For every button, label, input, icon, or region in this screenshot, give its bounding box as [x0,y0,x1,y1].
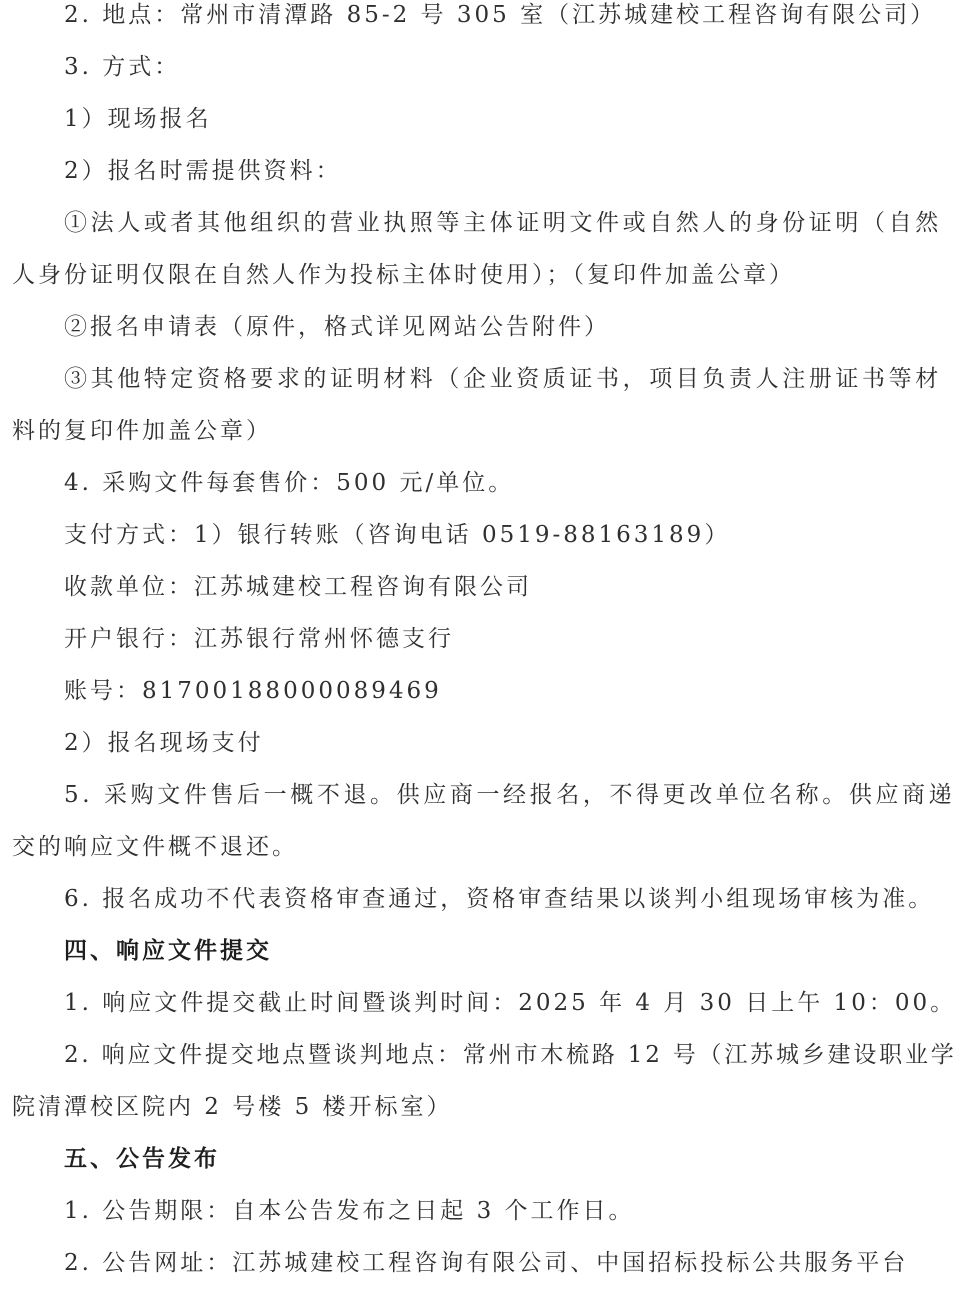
section-heading-announcement: 五、公告发布 [64,1145,220,1172]
text-line-item-2: ②报名申请表（原件，格式详见网站公告附件） [64,314,610,340]
text-line-location: 2. 地点：常州市清潭路 85-2 号 305 室（江苏城建校工程咨询有限公司） [64,2,937,28]
text-line-venue-cont: 院清潭校区院内 2 号楼 5 楼开标室） [12,1094,453,1120]
text-line-no-refund: 5. 采购文件售后一概不退。供应商一经报名，不得更改单位名称。供应商递 [64,782,956,808]
text-line-onsite-payment: 2）报名现场支付 [64,730,264,756]
text-line-item-3: ③其他特定资格要求的证明材料（企业资质证书，项目负责人注册证书等材 [64,366,942,392]
text-line-item-3-cont: 料的复印件加盖公章） [12,418,272,444]
text-line-required-materials: 2）报名时需提供资料： [64,158,342,184]
text-line-item-1: ①法人或者其他组织的营业执照等主体证明文件或自然人的身份证明（自然 [64,210,942,236]
text-line-price: 4. 采购文件每套售价：500 元/单位。 [64,470,515,496]
text-line-deadline: 1. 响应文件提交截止时间暨谈判时间：2025 年 4 月 30 日上午 10：00。 [64,990,957,1016]
text-line-no-refund-cont: 交的响应文件概不退还。 [12,834,298,860]
text-line-onsite-registration: 1）现场报名 [64,106,212,132]
text-line-venue: 2. 响应文件提交地点暨谈判地点：常州市木梳路 12 号（江苏城乡建设职业学 [64,1042,957,1068]
text-line-bank: 开户银行：江苏银行常州怀德支行 [64,626,454,652]
text-line-payment-method: 支付方式：1）银行转账（咨询电话 0519-88163189） [64,522,731,548]
text-line-qualification-note: 6. 报名成功不代表资格审查通过，资格审查结果以谈判小组现场审核为准。 [64,886,935,912]
text-line-announcement-website: 2. 公告网址：江苏城建校工程咨询有限公司、中国招标投标公共服务平台 [64,1250,909,1276]
text-line-payee: 收款单位：江苏城建校工程咨询有限公司 [64,574,532,600]
text-line-method-heading: 3. 方式： [64,54,181,80]
text-line-announcement-period: 1. 公告期限：自本公告发布之日起 3 个工作日。 [64,1198,635,1224]
text-line-item-1-cont: 人身份证明仅限在自然人作为投标主体时使用）；（复印件加盖公章） [12,262,795,288]
section-heading-submission: 四、响应文件提交 [64,937,272,964]
text-line-account: 账号：81700188000089469 [64,678,442,704]
